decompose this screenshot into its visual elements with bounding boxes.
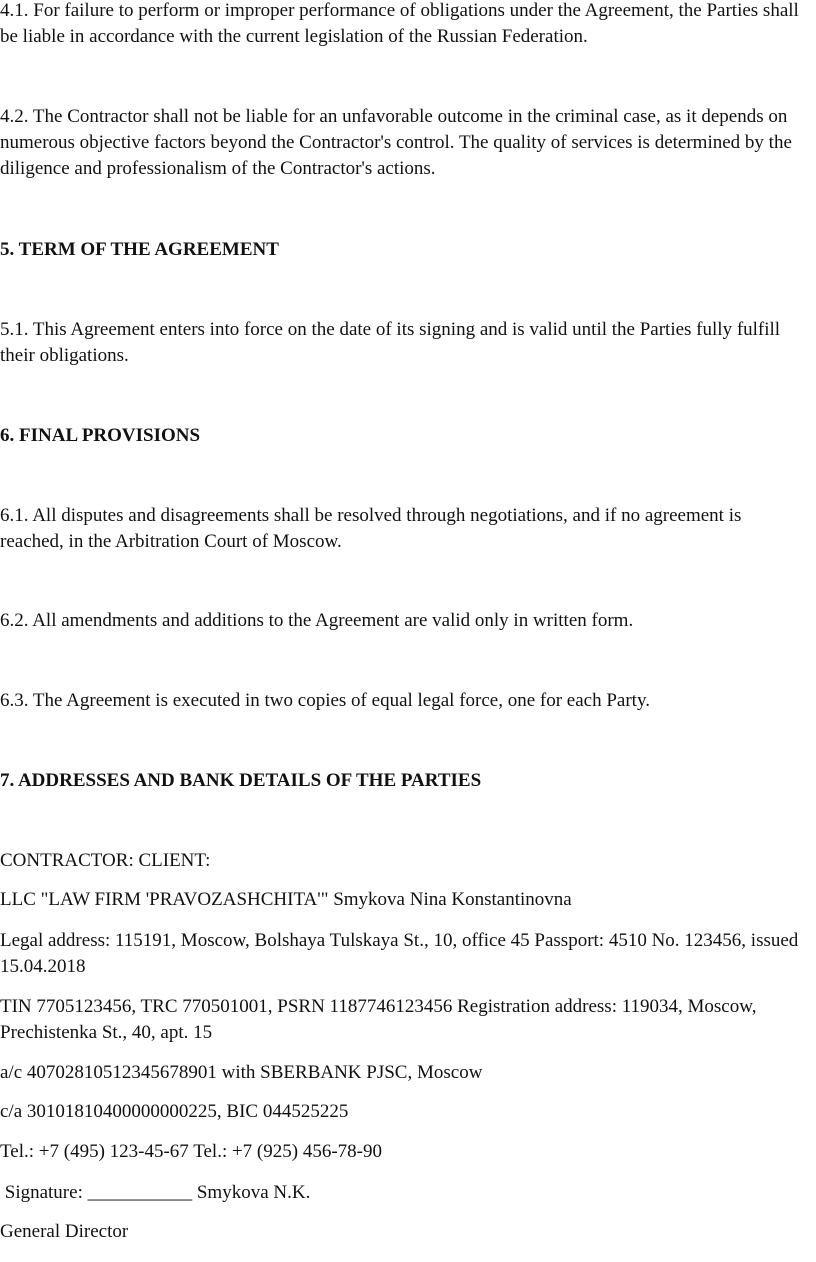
correspondent-account: c/a 30101810400000000225, BIC 044525225 — [0, 1101, 349, 1122]
parties-names: LLC "LAW FIRM 'PRAVOZASHCHITA'" Smykova Nina Konstantinovna — [0, 889, 572, 910]
section-heading-addresses: 7. ADDRESSES AND BANK DETAILS OF THE PARTIES — [0, 770, 482, 791]
parties-tax-details: TIN 7705123456, TRC 770501001, PSRN 1187746123456 Registration address: 119034, Moscow, Prechistenka St., 40, apt. 15 — [0, 996, 757, 1043]
parties-roles: CONTRACTOR: CLIENT: — [0, 850, 211, 871]
section-heading-term: 5. TERM OF THE AGREEMENT — [0, 239, 279, 260]
bank-account: a/c 40702810512345678901 with SBERBANK PJSC, Moscow — [0, 1062, 483, 1083]
clause-6-2: 6.2. All amendments and additions to the Agreement are valid only in written form. — [0, 610, 634, 631]
signatory-position: General Director — [0, 1221, 129, 1242]
clause-4-1: 4.1. For failure to perform or improper performance of obligations under the Agreement, the Parties shall be liable in accordance with the current legislation of the Russian Federation. — [0, 0, 799, 47]
clause-6-3: 6.3. The Agreement is executed in two copies of equal legal force, one for each Party. — [0, 690, 650, 711]
parties-address: Legal address: 115191, Moscow, Bolshaya Tulskaya St., 10, office 45 Passport: 4510 No. 123456, issued 15.04.2018 — [0, 930, 799, 977]
section-heading-final-provisions: 6. FINAL PROVISIONS — [0, 425, 201, 446]
signature-line: Signature: ___________ Smykova N.K. — [0, 1182, 311, 1203]
clause-5-1: 5.1. This Agreement enters into force on the date of its signing and is valid until the Parties fully fulfill their obligations. — [0, 319, 781, 366]
clause-6-1: 6.1. All disputes and disagreements shall be resolved through negotiations, and if no agreement is reached, in the Arbitration Court of Moscow. — [0, 505, 742, 552]
clause-4-2: 4.2. The Contractor shall not be liable for an unfavorable outcome in the criminal case, as it depends on numerous objective factors beyond the Contractor's control. The quality of services is determined by the diligence and professionalism of the Contractor's actions. — [0, 106, 792, 179]
phone-numbers: Tel.: +7 (495) 123-45-67 Tel.: +7 (925) 456-78-90 — [0, 1141, 382, 1162]
